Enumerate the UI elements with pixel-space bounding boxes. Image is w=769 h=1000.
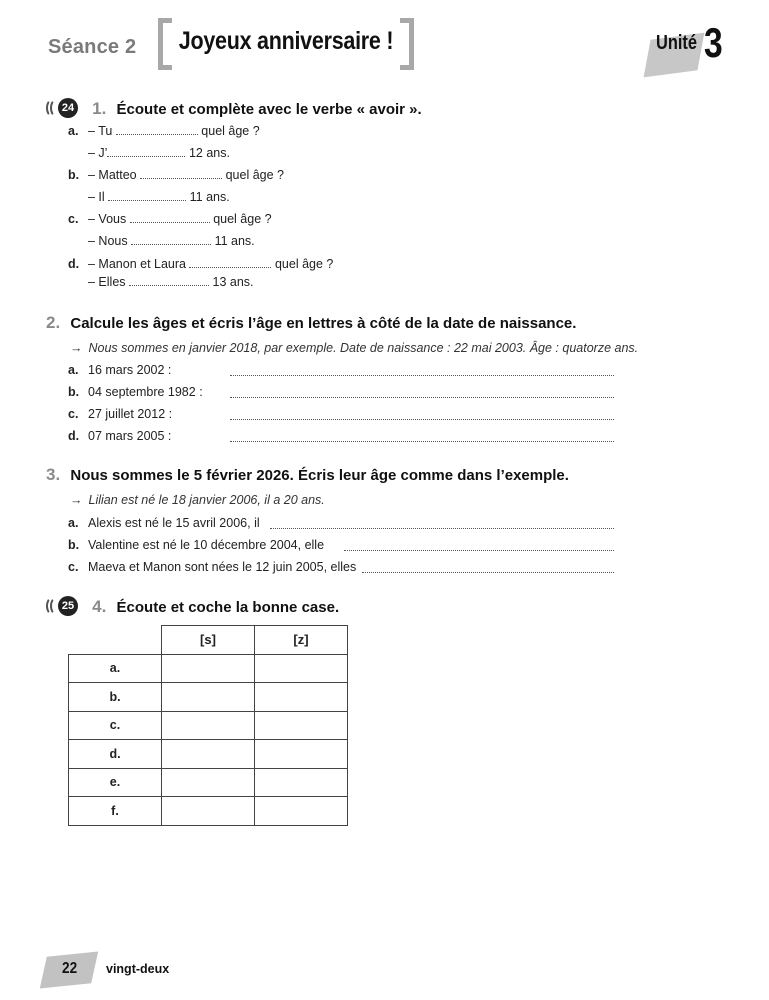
audio-track-icon	[46, 596, 86, 616]
ex3-item-b: b. Valentine est né le 10 décembre 2004, elle	[68, 538, 325, 552]
ex2-item-a: a. 16 mars 2002 :	[68, 363, 172, 377]
ex3-item-a: a. Alexis est né le 15 avril 2006, il	[68, 516, 260, 530]
row-label: d.	[69, 740, 162, 769]
arrow-right-icon: →	[70, 341, 83, 355]
row-label: f.	[69, 797, 162, 826]
session-label: Séance 2	[48, 36, 137, 58]
row-label: e.	[69, 768, 162, 797]
exercise-instruction: Nous sommes le 5 février 2026. Écris leur âge comme dans l’exemple.	[70, 467, 569, 484]
unit-badge	[648, 18, 738, 78]
answer-blank[interactable]	[131, 234, 211, 245]
exercise-instruction: Écoute et complète avec le verbe « avoir ».	[116, 101, 422, 118]
right-bracket	[400, 18, 414, 70]
exercise-3-heading	[46, 465, 569, 485]
ex3-item-c: c. Maeva et Manon sont nées le 12 juin 2005, elles	[68, 560, 357, 574]
answer-grid	[68, 625, 348, 826]
table-row	[69, 797, 348, 826]
column-header: [s]	[162, 626, 255, 655]
checkbox-cell[interactable]	[162, 711, 255, 740]
answer-blank[interactable]	[140, 168, 222, 179]
item-letter: c.	[68, 407, 79, 421]
ex1-item-a-line2: – J’ 12 ans.	[88, 146, 230, 160]
checkbox-cell[interactable]	[255, 683, 348, 712]
answer-line[interactable]	[230, 365, 614, 376]
checkbox-cell[interactable]	[162, 797, 255, 826]
audio-track-icon	[46, 98, 86, 118]
ex1-item-c-line2: – Nous 11 ans.	[88, 234, 255, 248]
exercise-number: 3.	[46, 465, 61, 484]
arrow-right-icon: →	[70, 493, 83, 507]
ex1-item-d-line2: – Elles 13 ans.	[88, 275, 254, 289]
page-number: 22	[62, 960, 78, 977]
ex1-item-b-line1: b. – Matteo quel âge ?	[68, 168, 284, 182]
row-label: b.	[69, 683, 162, 712]
table-row	[69, 711, 348, 740]
left-bracket	[158, 18, 172, 70]
exercise-4-heading	[46, 596, 339, 617]
checkbox-cell[interactable]	[255, 797, 348, 826]
answer-blank[interactable]	[116, 124, 198, 135]
answer-blank[interactable]	[130, 212, 210, 223]
table-row	[69, 683, 348, 712]
item-letter: a.	[68, 363, 79, 377]
page-title-box	[158, 18, 414, 70]
answer-line[interactable]	[270, 518, 614, 529]
checkbox-cell[interactable]	[162, 740, 255, 769]
checkbox-cell[interactable]	[162, 768, 255, 797]
ex1-item-c-line1: c. – Vous quel âge ?	[68, 212, 272, 226]
table-row	[69, 654, 348, 683]
row-label: c.	[69, 711, 162, 740]
exercise-2-heading	[46, 313, 576, 333]
checkbox-cell[interactable]	[255, 768, 348, 797]
item-letter: b.	[68, 168, 80, 182]
unit-label: Unité	[656, 32, 697, 54]
ex3-example: → Lilian est né le 18 janvier 2006, il a 20 ans.	[70, 493, 325, 507]
item-letter: c.	[68, 212, 79, 226]
checkbox-cell[interactable]	[255, 654, 348, 683]
page-number-words: vingt-deux	[106, 962, 170, 976]
answer-blank[interactable]	[189, 257, 271, 268]
exercise-number: 2.	[46, 313, 61, 332]
ex2-item-b: b. 04 septembre 1982 :	[68, 385, 203, 399]
ex2-item-d: d. 07 mars 2005 :	[68, 429, 172, 443]
table-row	[69, 740, 348, 769]
exercise-number: 4.	[92, 597, 107, 616]
table-header-row	[69, 626, 348, 655]
answer-line[interactable]	[362, 562, 614, 573]
exercise-number: 1.	[92, 99, 107, 118]
answer-line[interactable]	[230, 431, 614, 442]
page-title: Joyeux anniversaire !	[178, 27, 394, 55]
table-row	[69, 768, 348, 797]
exercise-instruction: Calcule les âges et écris l’âge en lettres à côté de la date de naissance.	[70, 315, 577, 332]
column-header: [z]	[255, 626, 348, 655]
answer-blank[interactable]	[108, 190, 186, 201]
exercise-instruction: Écoute et coche la bonne case.	[116, 599, 340, 616]
ex1-item-d-line1: d. – Manon et Laura quel âge ?	[68, 257, 334, 271]
row-label: a.	[69, 654, 162, 683]
item-letter: b.	[68, 538, 80, 552]
item-letter: a.	[68, 516, 79, 530]
checkbox-cell[interactable]	[255, 740, 348, 769]
audio-track-number: 25	[58, 596, 78, 616]
ex1-item-a-line1: a. – Tu quel âge ?	[68, 124, 260, 138]
exercise-1-heading	[46, 98, 422, 119]
answer-line[interactable]	[230, 387, 614, 398]
ex2-item-c: c. 27 juillet 2012 :	[68, 407, 173, 421]
item-letter: d.	[68, 429, 80, 443]
answer-blank[interactable]	[129, 275, 209, 286]
answer-line[interactable]	[344, 540, 614, 551]
item-letter: a.	[68, 124, 79, 138]
answer-line[interactable]	[230, 409, 614, 420]
item-letter: c.	[68, 560, 79, 574]
ex2-example: → Nous sommes en janvier 2018, par exemple. Date de naissance : 22 mai 2003. Âge : quatorze ans.	[70, 341, 639, 355]
checkbox-cell[interactable]	[162, 654, 255, 683]
unit-number: 3	[704, 19, 723, 66]
answer-blank[interactable]	[107, 146, 185, 157]
item-letter: d.	[68, 257, 80, 271]
audio-track-number: 24	[58, 98, 78, 118]
ex1-item-b-line2: – Il 11 ans.	[88, 190, 230, 204]
item-letter: b.	[68, 385, 80, 399]
checkbox-cell[interactable]	[162, 683, 255, 712]
checkbox-cell[interactable]	[255, 711, 348, 740]
